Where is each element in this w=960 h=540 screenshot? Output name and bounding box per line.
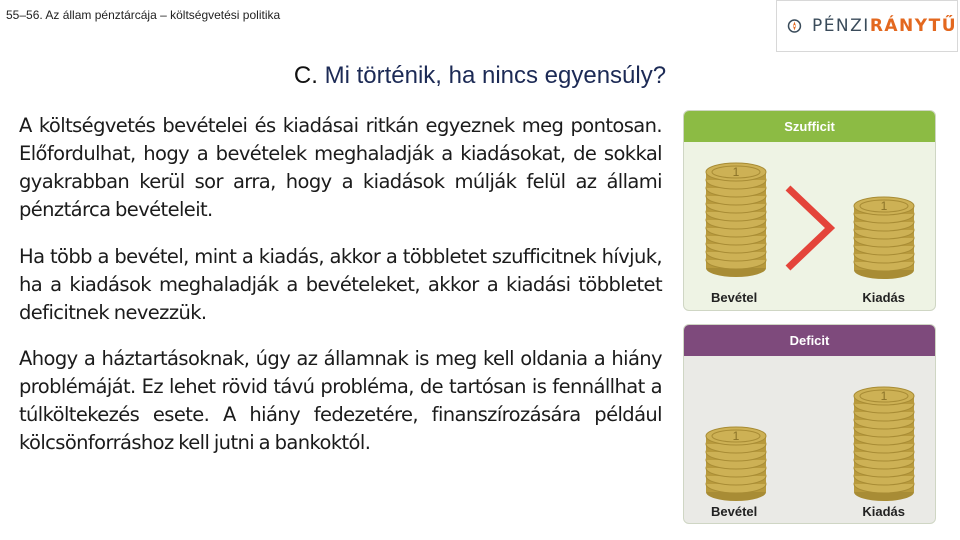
coin-value-label: 1	[732, 165, 740, 179]
coin-stack-expense	[854, 197, 914, 279]
logo	[776, 0, 958, 52]
coin-value-label: 1	[732, 429, 740, 443]
surplus-label-revenue: Bevétel	[711, 290, 758, 305]
coin-stack-expense	[854, 387, 914, 501]
deficit-label-expense: Kiadás	[862, 504, 905, 519]
deficit-panel-title: Deficit	[684, 325, 935, 356]
coin-stack-revenue	[706, 427, 766, 501]
deficit-panel	[683, 324, 936, 524]
logo-text-plain: PÉNZI	[811, 16, 870, 36]
paragraph-2: Ha több a bevétel, mint a kiadás, akkor a többletet szufficitnek hívjuk, ha a kiadások meghaladják a bevételeket, akkor a kiadási többletet deficitnek nevezzük.	[19, 245, 662, 324]
compass-icon	[787, 11, 802, 41]
surplus-illustration	[684, 142, 935, 310]
logo-text-bold: RÁNYTŰ	[869, 16, 957, 36]
paragraph-1: A költségvetés bevételei és kiadásai ritkán egyeznek meg pontosan. Előfordulhat, hogy a bevételek meghaladják a kiadásokat, de sokkal gyakrabban kerül sor arra, hogy a kiadások múlják felül az állami pénztárca bevételeit.	[19, 114, 662, 221]
logo-text	[812, 16, 957, 36]
deficit-illustration	[684, 356, 935, 524]
coin-value-label: 1	[880, 389, 888, 403]
page-breadcrumb: 55–56. Az állam pénztárcája – költségvetési politika	[6, 8, 281, 22]
surplus-panel-title: Szufficit	[684, 111, 935, 142]
surplus-panel	[683, 110, 936, 311]
page-title	[0, 62, 960, 90]
title-text: Mi történik, ha nincs egyensúly?	[324, 62, 667, 89]
coin-value-label: 1	[880, 199, 888, 213]
title-letter: C.	[293, 62, 318, 89]
coin-stack-revenue	[706, 163, 766, 277]
greater-than-sign	[788, 188, 830, 268]
paragraph-3: Ahogy a háztartásoknak, úgy az államnak is meg kell oldania a hiány problémáját. Ez lehet rövid távú probléma, de tartósan is fennállhat a túlköltekezés esete. A hiány fedezetére, finanszírozására például kölcsönforráshoz kell jutni a bankoktól.	[19, 347, 662, 454]
deficit-label-revenue: Bevétel	[711, 504, 758, 519]
surplus-label-expense: Kiadás	[862, 290, 905, 305]
